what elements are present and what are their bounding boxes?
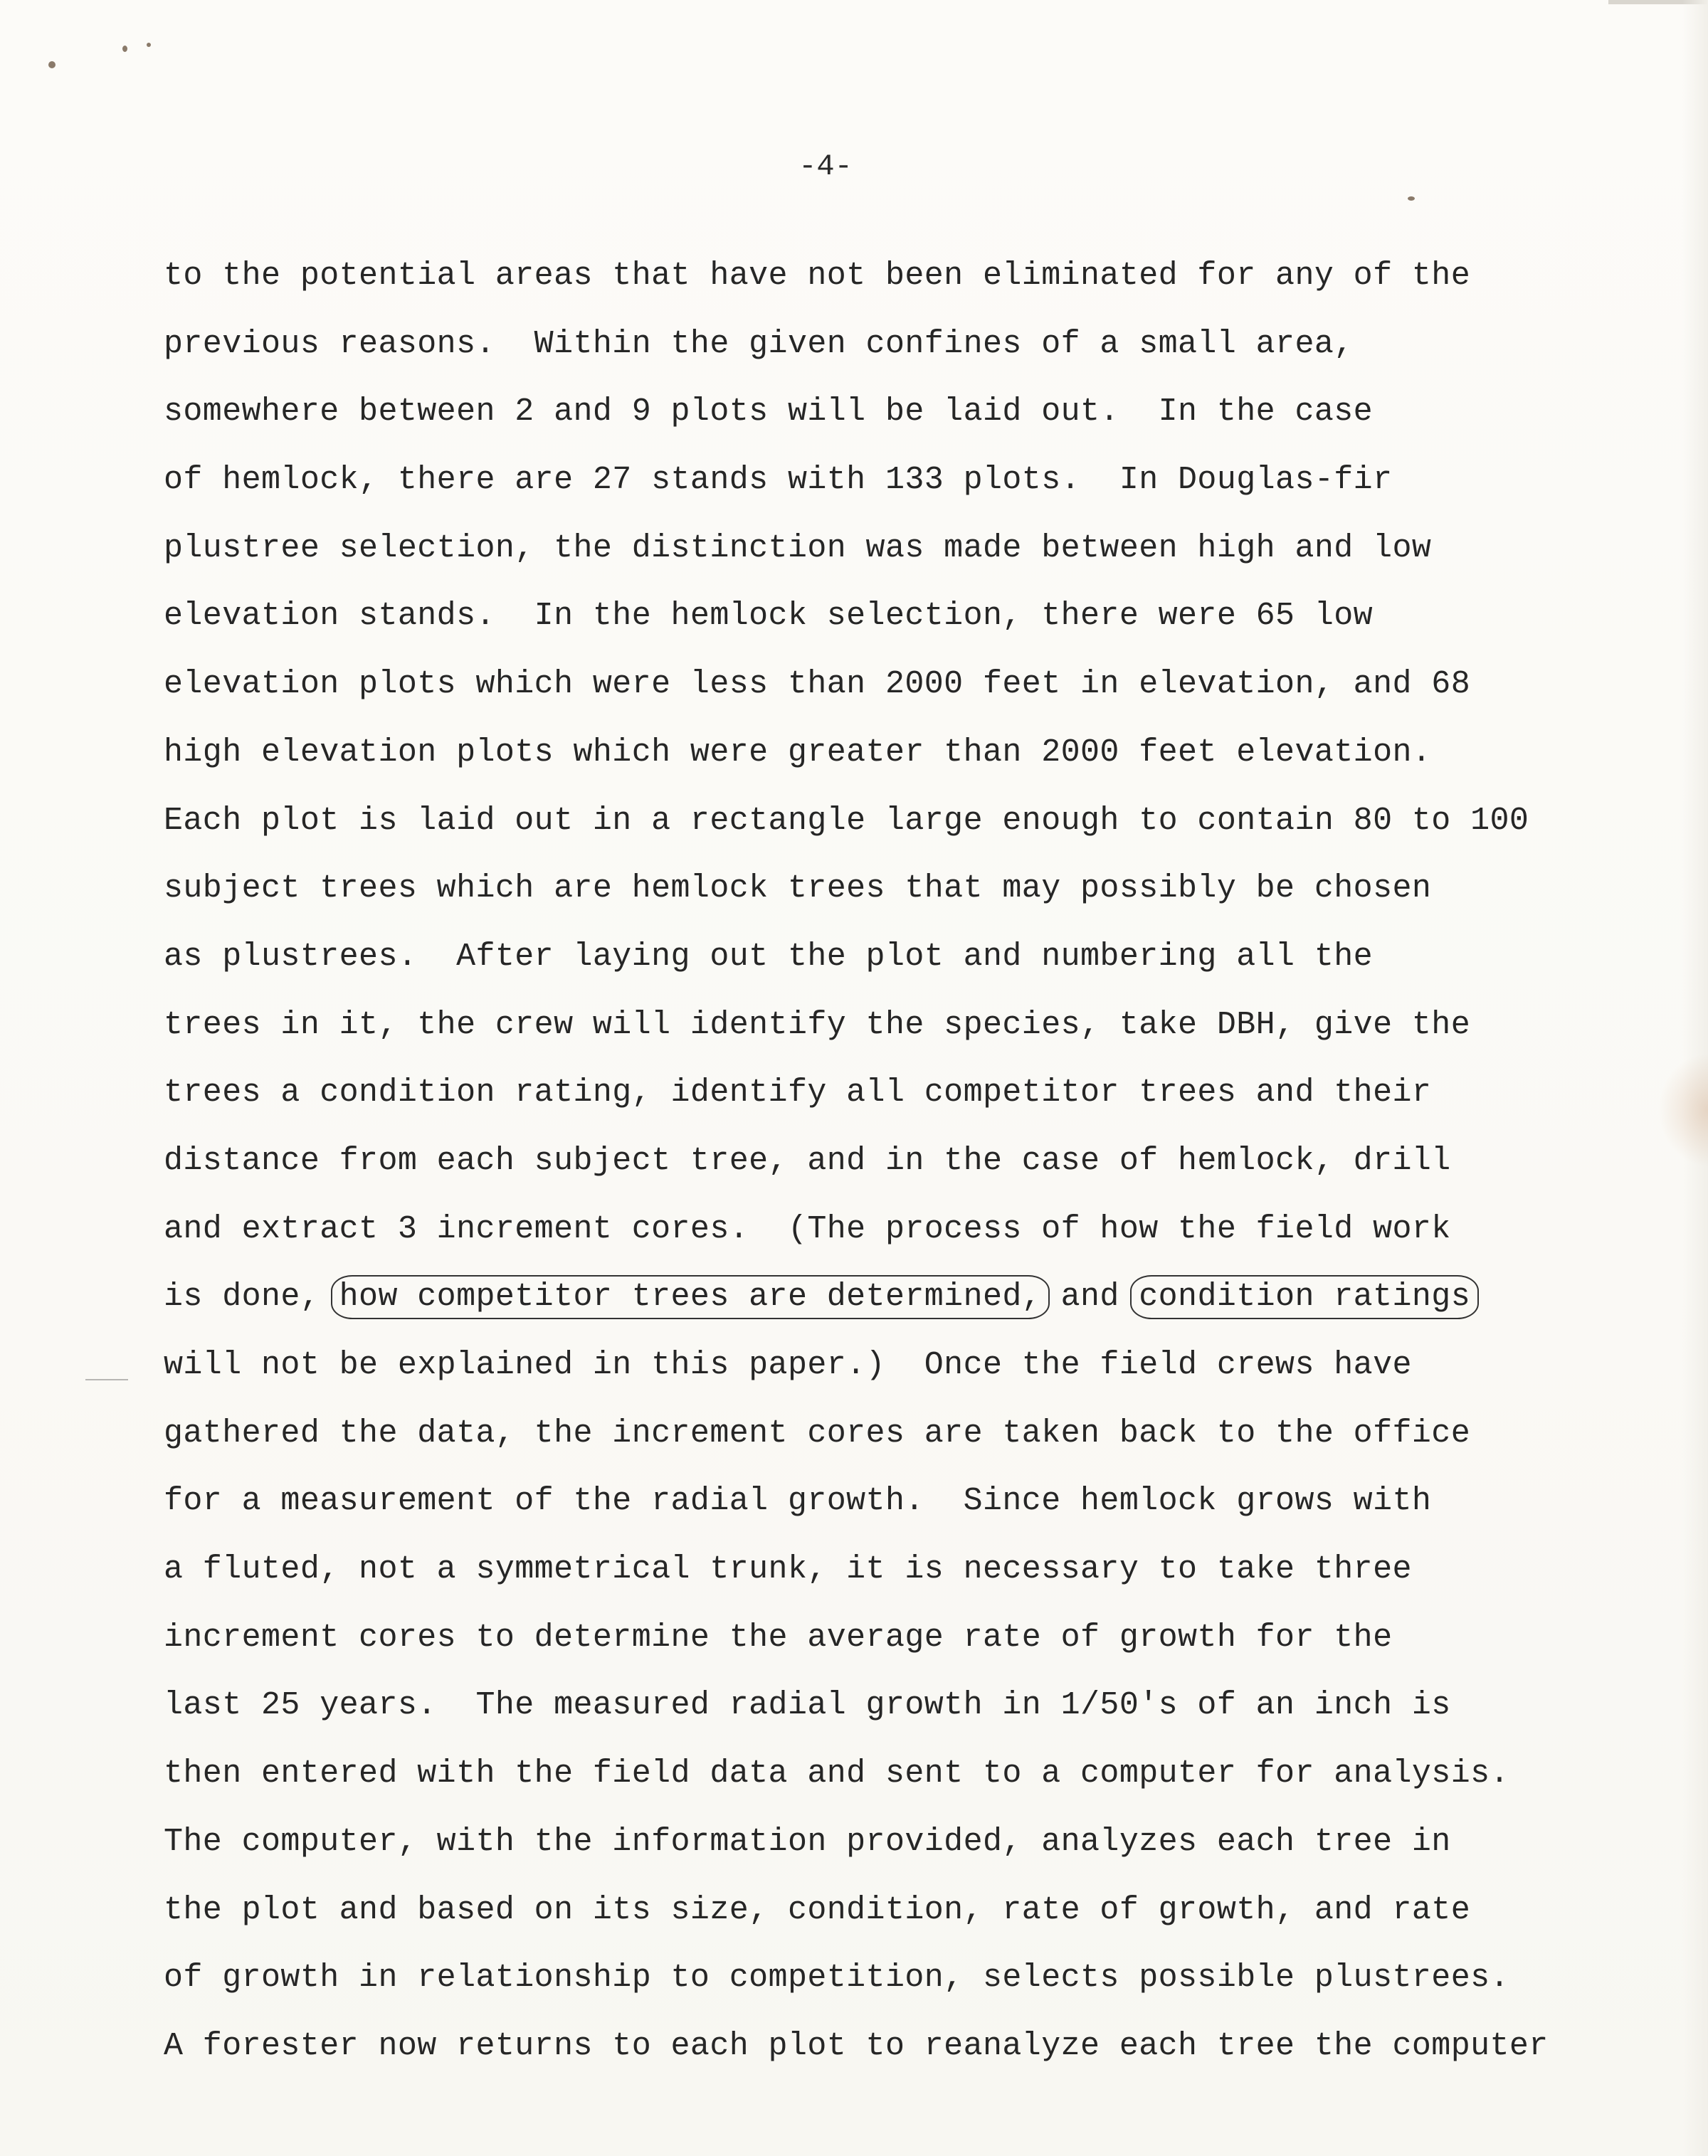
line-middle: and (1041, 1279, 1139, 1316)
text-line: A forester now returns to each plot to reanalyze each tree the computer (164, 2027, 1549, 2064)
ink-speck (48, 61, 56, 68)
text-line: will not be explained in this paper.) Once the field crews have (164, 1347, 1412, 1383)
text-line: for a measurement of the radial growth. Since hemlock grows with (164, 1483, 1432, 1520)
margin-tick (85, 1379, 128, 1380)
text-line: the plot and based on its size, condition, rate of growth, and rate (164, 1891, 1471, 1928)
text-line: elevation stands. In the hemlock selection, there were 65 low (164, 598, 1374, 635)
text-line: plustree selection, the distinction was made between high and low (164, 529, 1432, 566)
text-line: somewhere between 2 and 9 plots will be laid out. In the case (164, 393, 1374, 430)
text-line: gathered the data, the increment cores are taken back to the office (164, 1415, 1471, 1452)
text-line: last 25 years. The measured radial growth in 1/50's of an inch is (164, 1687, 1451, 1724)
text-line: elevation plots which were less than 2000 feet in elevation, and 68 (164, 666, 1471, 703)
text-line: distance from each subject tree, and in the case of hemlock, drill (164, 1142, 1451, 1179)
text-line: trees in it, the crew will identify the species, take DBH, give the (164, 1006, 1471, 1043)
text-line: a fluted, not a symmetrical trunk, it is necessary to take three (164, 1551, 1412, 1588)
body-text (164, 242, 1644, 2081)
ink-speck (122, 46, 127, 52)
text-line: then entered with the field data and sent to a computer for analysis. (164, 1755, 1509, 1792)
text-line: increment cores to determine the average rate of growth for the (164, 1619, 1393, 1656)
text-line: as plustrees. After laying out the plot and numbering all the (164, 938, 1374, 975)
ink-speck (147, 43, 151, 47)
ink-speck (1408, 196, 1415, 201)
line-prefix: is done, (164, 1279, 339, 1316)
text-line: high elevation plots which were greater than 2000 feet elevation. (164, 734, 1432, 771)
text-line: trees a condition rating, identify all competitor trees and their (164, 1074, 1432, 1111)
text-line: Each plot is laid out in a rectangle large enough to contain 80 to 100 (164, 802, 1529, 839)
text-line: The computer, with the information provided, analyzes each tree in (164, 1823, 1451, 1860)
text-line: of growth in relationship to competition, selects possible plustrees. (164, 1960, 1509, 1997)
text-line: to the potential areas that have not been eliminated for any of the (164, 258, 1471, 294)
paper-stain (1658, 1053, 1708, 1167)
text-line: and extract 3 increment cores. (The process of how the field work (164, 1210, 1451, 1247)
text-line: subject trees which are hemlock trees that may possibly be chosen (164, 870, 1432, 907)
handwritten-circle-annotation: condition ratings (1130, 1275, 1479, 1319)
page-number: -4- (798, 149, 853, 184)
text-line: of hemlock, there are 27 stands with 133 plots. In Douglas-fir (164, 462, 1393, 499)
text-line-with-annotations (164, 1263, 1644, 1331)
text-line: previous reasons. Within the given confines of a small area, (164, 325, 1354, 362)
handwritten-circle-annotation: how competitor trees are determined, (331, 1275, 1050, 1319)
